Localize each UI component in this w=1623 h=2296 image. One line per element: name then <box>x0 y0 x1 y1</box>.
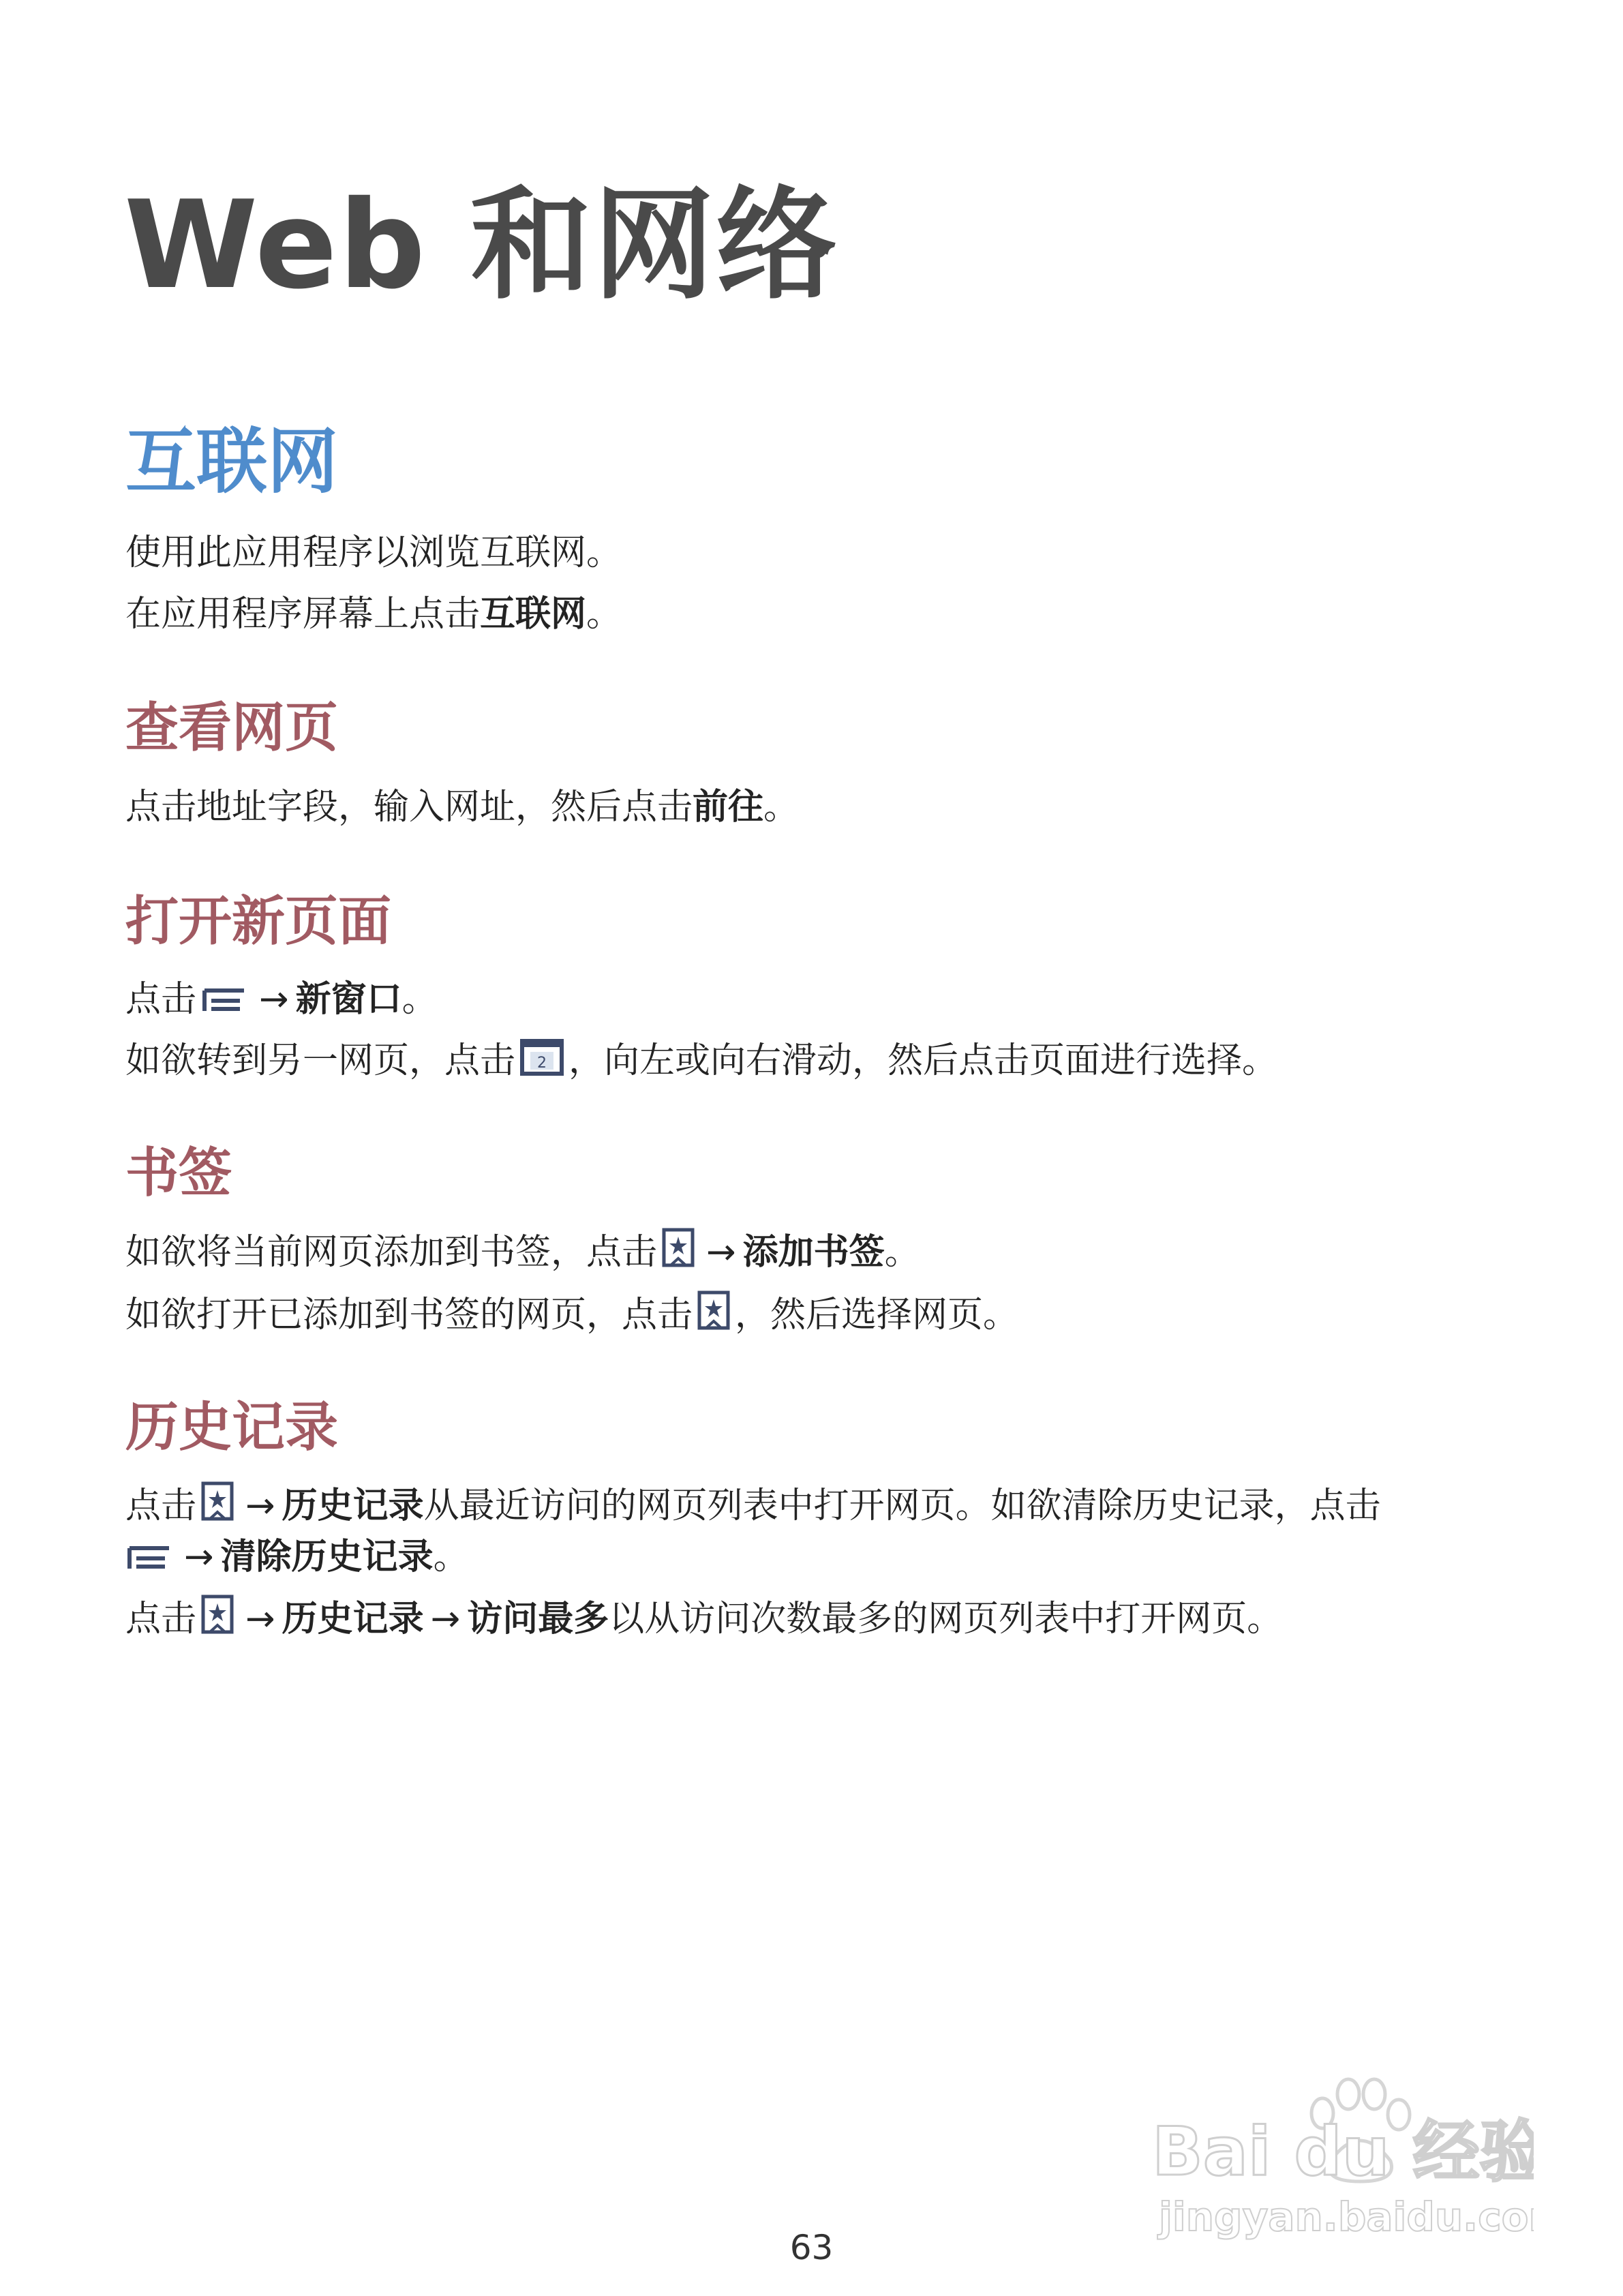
page-number: 63 <box>789 2228 834 2267</box>
arrow: → <box>245 1599 275 1640</box>
watermark-url: jingyan.baidu.com <box>1159 2194 1534 2240</box>
clear-history-end: 。 <box>433 1537 469 1577</box>
bookmarks-instruction-1 <box>125 1227 1523 1281</box>
launch-app-name: 互联网 <box>480 594 587 635</box>
history-instruction-3 <box>125 1594 1523 1648</box>
arrow: → <box>245 1485 275 1526</box>
history-label: 历史记录 <box>282 1485 424 1526</box>
page-title: Web 和网络 <box>124 175 839 316</box>
go-label: 前往 <box>693 787 764 828</box>
window-count: 2 <box>537 1055 547 1072</box>
intro-text: 使用此应用程序以浏览互联网。 <box>125 532 622 573</box>
new-page-instruction-2 <box>125 1036 1523 1089</box>
arrow: → <box>259 979 289 1020</box>
history-label-2: 历史记录 <box>282 1599 424 1640</box>
clear-history-label: 清除历史记录 <box>220 1537 434 1577</box>
open-bookmark-pre: 如欲打开已添加到书签的网页，点击 <box>125 1295 693 1335</box>
watermark-brand: Bai du 经验 <box>1152 2113 1534 2191</box>
most-visited-label: 访问最多 <box>467 1599 609 1640</box>
bookmark-star-icon <box>200 1594 234 1648</box>
switch-page-pre: 如欲转到另一网页，点击 <box>125 1040 516 1081</box>
view-page-text: 点击地址字段，输入网址，然后点击 <box>125 787 693 828</box>
section-intro <box>125 528 1523 577</box>
most-visited-pre: 点击 <box>125 1599 197 1640</box>
open-bookmark-post: ，然后选择网页。 <box>735 1295 1019 1335</box>
view-page-instruction <box>125 783 1523 832</box>
arrow: → <box>430 1599 461 1640</box>
history-title: 历史记录 <box>125 1397 339 1458</box>
window-count-icon <box>519 1037 564 1089</box>
new-page-end: 。 <box>401 979 438 1020</box>
bookmark-star-icon <box>697 1290 731 1344</box>
most-visited-post: 以从访问次数最多的网页列表中打开网页。 <box>609 1599 1283 1640</box>
history-post: 从最近访问的网页列表中打开网页。如欲清除历史记录，点击 <box>423 1485 1381 1526</box>
launch-suffix: 。 <box>586 594 622 635</box>
section-title: 互联网 <box>125 420 339 503</box>
bookmarks-title: 书签 <box>125 1143 232 1204</box>
view-page-end: 。 <box>763 787 800 828</box>
bookmarks-instruction-2 <box>125 1290 1523 1344</box>
new-window-label: 新窗口 <box>295 979 402 1020</box>
history-instruction-2 <box>125 1532 1523 1586</box>
section-launch-instruction <box>125 590 1523 639</box>
bookmark-star-icon <box>661 1227 695 1281</box>
new-page-pre: 点击 <box>125 979 197 1020</box>
menu-icon <box>125 1537 173 1586</box>
new-page-title: 打开新页面 <box>125 891 392 952</box>
switch-page-post: ，向左或向右滑动，然后点击页面进行选择。 <box>568 1040 1278 1081</box>
add-bookmark-pre: 如欲将当前网页添加到书签，点击 <box>125 1232 658 1273</box>
view-page-title: 查看网页 <box>125 697 339 759</box>
history-pre: 点击 <box>125 1485 197 1526</box>
add-bookmark-end: 。 <box>884 1232 920 1273</box>
arrow: → <box>184 1537 214 1577</box>
new-page-instruction-1 <box>125 975 1523 1028</box>
history-instruction-1 <box>125 1481 1523 1535</box>
launch-prefix: 在应用程序屏幕上点击 <box>125 594 481 635</box>
baidu-watermark <box>1152 2052 1534 2250</box>
menu-icon <box>200 979 248 1028</box>
bookmark-star-icon <box>200 1481 234 1535</box>
add-bookmark-label: 添加书签 <box>742 1232 885 1273</box>
arrow: → <box>706 1232 736 1273</box>
